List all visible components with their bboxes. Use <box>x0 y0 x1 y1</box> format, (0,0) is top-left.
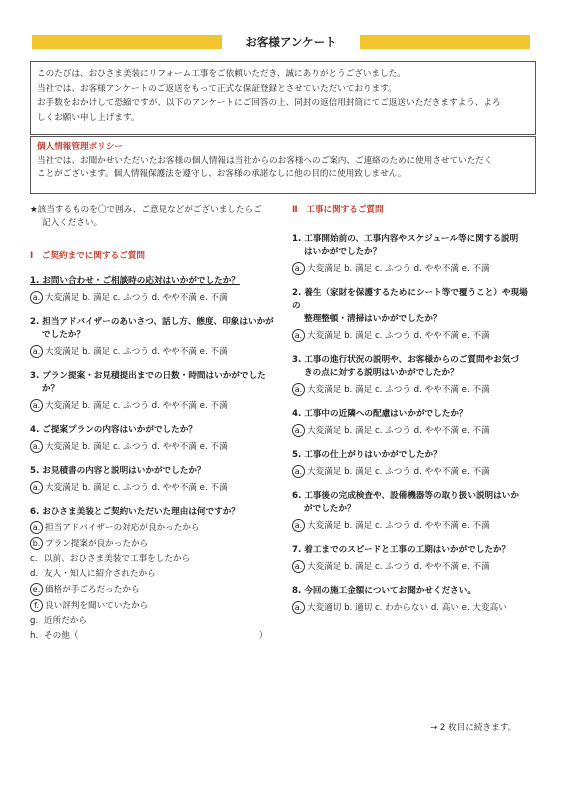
rating-option-labels[interactable]: 大変満足 b. 満足 c. ふつう d. やや不満 e. 不満 <box>307 264 490 274</box>
circled-option[interactable]: a. <box>292 560 305 573</box>
continue-note: → 2 枚目に続きます。 <box>430 723 517 733</box>
reason-label: その他（ ） <box>44 631 268 641</box>
page-title: お客様アンケート <box>245 35 337 49</box>
rating-options[interactable] <box>30 291 275 305</box>
question-text <box>30 316 275 342</box>
question-right-2 <box>292 287 532 343</box>
circled-option[interactable]: a. <box>30 521 43 534</box>
reason-label: 良い評判を聞いていたから <box>45 601 149 611</box>
option-mark[interactable]: d. <box>30 569 39 579</box>
question-text-line: 4. 工事中の近隣への配慮はいかがでしたか？ <box>292 409 468 419</box>
intro-box <box>30 61 536 135</box>
reason-label: 担当アドバイザーの対応が良かったから <box>45 523 200 533</box>
question-right-4 <box>292 408 532 438</box>
question-text-line: でしたか？ <box>42 330 85 340</box>
option-mark[interactable]: c. <box>30 554 38 564</box>
rating-options[interactable] <box>292 383 532 397</box>
question-text <box>30 370 275 396</box>
circled-option[interactable]: a. <box>292 329 305 342</box>
circled-option[interactable]: a. <box>30 481 43 494</box>
question-text-line: 3. 工事の進行状況の説明や、お客様からのご質問やお気づ <box>292 355 519 365</box>
reason-label: 以前、おひさま美装で工事をしたから <box>44 554 191 564</box>
price-option-labels[interactable]: 大変適切 b. 適切 c. わからない d. 高い e. 大変高い <box>307 603 507 613</box>
question-text <box>30 465 275 478</box>
question-left-6 <box>30 506 275 643</box>
reason-option[interactable] <box>30 521 275 535</box>
section-heading-contract: Ⅰ ご契約までに関するご質問 <box>30 251 145 261</box>
question-right-6 <box>292 490 532 533</box>
question-text-line: 6. おひさま美装とご契約いただいた理由は何ですか？ <box>30 507 240 517</box>
circled-option[interactable]: a. <box>292 262 305 275</box>
question-text <box>292 233 532 259</box>
rating-options[interactable] <box>30 345 275 359</box>
question-text <box>30 424 275 437</box>
privacy-heading: 個人情報管理ポリシー <box>37 142 123 152</box>
rating-option-labels[interactable]: 大変満足 b. 満足 c. ふつう d. やや不満 e. 不満 <box>45 401 228 411</box>
question-text-line: 3. プラン提案・お見積提出までの日数・時間はいかがでした <box>30 371 266 381</box>
circled-option[interactable]: a. <box>30 291 43 304</box>
rating-options[interactable] <box>292 519 532 533</box>
rating-options[interactable] <box>292 424 532 438</box>
circled-option[interactable]: a. <box>292 601 305 614</box>
reason-label: 近所だから <box>44 616 87 626</box>
option-mark[interactable]: g. <box>30 616 39 626</box>
question-text-line: 8. 今回の施工金額についてお聞かせください。 <box>292 586 476 596</box>
reason-option[interactable] <box>30 537 275 551</box>
reason-label: プラン提案が良かったから <box>45 539 149 549</box>
rating-option-labels[interactable]: 大変満足 b. 満足 c. ふつう d. やや不満 e. 不満 <box>307 385 490 395</box>
rating-option-labels[interactable]: 大変満足 b. 満足 c. ふつう d. やや不満 e. 不満 <box>307 426 490 436</box>
circled-option[interactable]: a. <box>292 424 305 437</box>
rating-option-labels[interactable]: 大変満足 b. 満足 c. ふつう d. やや不満 e. 不満 <box>45 347 228 357</box>
question-text <box>30 506 275 519</box>
question-text <box>30 275 275 288</box>
rating-option-labels[interactable]: 大変満足 b. 満足 c. ふつう d. やや不満 e. 不満 <box>307 562 490 572</box>
intro-line: 当社では、お客様アンケートのご返送をもって正式な保証登録とさせていただいております。 <box>37 83 397 94</box>
question-text-line: きの点に対する説明はいかがでしたか？ <box>304 368 459 378</box>
question-text <box>292 354 532 380</box>
reason-option[interactable] <box>30 553 275 566</box>
question-text-line: 5. お見積書の内容と説明はいかがでしたか？ <box>30 466 206 476</box>
rating-options[interactable] <box>30 399 275 413</box>
rating-option-labels[interactable]: 大変満足 b. 満足 c. ふつう d. やや不満 e. 不満 <box>45 293 228 303</box>
rating-option-labels[interactable]: 大変満足 b. 満足 c. ふつう d. やや不満 e. 不満 <box>307 467 490 477</box>
rating-option-labels[interactable]: 大変満足 b. 満足 c. ふつう d. やや不満 e. 不満 <box>307 521 490 531</box>
question-right-5 <box>292 449 532 479</box>
reason-option[interactable] <box>30 599 275 613</box>
right-column <box>292 204 532 626</box>
rating-option-labels[interactable]: 大変満足 b. 満足 c. ふつう d. やや不満 e. 不満 <box>45 442 228 452</box>
intro-line: このたびは、おひさま美装にリフォーム工事をご依頼いただき、誠にありがとうございました。 <box>37 69 406 79</box>
question-text-line: か？ <box>42 384 60 394</box>
section-heading-construction: Ⅱ 工事に関するご質問 <box>292 205 384 215</box>
rating-options[interactable] <box>30 440 275 454</box>
circled-option[interactable]: a. <box>292 465 305 478</box>
circled-option[interactable]: a. <box>30 440 43 453</box>
note-line: 記入ください。 <box>42 218 103 228</box>
privacy-box <box>30 136 536 194</box>
intro-line: しくお願い申し上げます。 <box>37 112 140 123</box>
reason-option[interactable] <box>30 615 275 628</box>
rating-option-labels[interactable]: 大変満足 b. 満足 c. ふつう d. やや不満 e. 不満 <box>45 483 228 493</box>
left-column <box>30 204 275 654</box>
question-text-line: 2. 担当アドバイザーのあいさつ、話し方、態度、印象はいかが <box>30 317 274 327</box>
circled-option[interactable]: f. <box>30 599 43 612</box>
price-options[interactable] <box>292 601 532 615</box>
question-left-3 <box>30 370 275 413</box>
question-text-line: 4. ご提案プランの内容はいかがでしたか？ <box>30 425 197 435</box>
question-left-2 <box>30 316 275 359</box>
circled-option[interactable]: a. <box>30 399 43 412</box>
rating-options[interactable] <box>292 329 532 343</box>
privacy-line: ことがございます。個人情報保護法を遵守し、お客様の承諾なしに他の目的に使用致しません。 <box>37 169 407 179</box>
question-text <box>292 490 532 516</box>
question-text-line: 1. お問い合わせ・ご相談時の応対はいかがでしたか？ <box>30 276 240 286</box>
circled-option[interactable]: a. <box>30 345 43 358</box>
question-left-4 <box>30 424 275 454</box>
circled-option[interactable]: a. <box>292 383 305 396</box>
rating-options[interactable] <box>292 262 532 276</box>
question-right-7 <box>292 544 532 574</box>
rating-options[interactable] <box>30 481 275 495</box>
question-right-3 <box>292 354 532 397</box>
question-text <box>292 544 532 557</box>
rating-options[interactable] <box>292 465 532 479</box>
question-text-line: がでしたか？ <box>304 504 356 514</box>
reason-option[interactable] <box>30 568 275 581</box>
question-right-8 <box>292 585 532 615</box>
title-bar-right <box>360 35 530 49</box>
rating-option-labels[interactable]: 大変満足 b. 満足 c. ふつう d. やや不満 e. 不満 <box>307 331 490 341</box>
question-left-1 <box>30 275 275 305</box>
question-text-line: はいかがでしたか？ <box>304 247 382 257</box>
question-text-line: 2. 養生（家財を保護するためにシート等で覆うこと）や現場の <box>292 288 528 311</box>
title-row <box>32 33 530 51</box>
question-text <box>292 449 532 462</box>
circled-option[interactable]: e. <box>30 583 43 596</box>
reason-option[interactable] <box>30 630 275 643</box>
question-text-line: 整理整頓・清掃はいかがでしたか？ <box>304 314 442 324</box>
option-mark[interactable]: h. <box>30 631 39 641</box>
question-right-1 <box>292 233 532 276</box>
question-text <box>292 408 532 421</box>
reason-label: 価格が手ごろだったから <box>45 585 140 595</box>
intro-line: お手数をおかけして恐縮ですが、以下のアンケートにご回答の上、同封の返信用封筒にてご返送いただきますよう、よろ <box>37 98 501 108</box>
rating-options[interactable] <box>292 560 532 574</box>
instruction-note <box>30 204 275 230</box>
circled-option[interactable]: a. <box>292 519 305 532</box>
title-bar-left <box>32 35 222 49</box>
reason-option[interactable] <box>30 583 275 597</box>
question-text <box>292 585 532 598</box>
question-text-line: 7. 着工までのスピードと工事の工期はいかがでしたか？ <box>292 545 511 555</box>
question-text-line: 1. 工事開始前の、工事内容やスケジュール等に関する説明 <box>292 234 519 244</box>
circled-option[interactable]: b. <box>30 537 43 550</box>
privacy-line: 当社では、お聞かせいただいたお客様の個人情報は当社からのお客様へのご案内、ご連絡のために使用させていただく <box>37 155 493 166</box>
note-line: ★該当するものを〇で囲み、ご意見などがございましたらご <box>30 205 262 215</box>
reason-label: 友人・知人に紹介されたから <box>44 569 156 579</box>
question-text <box>292 287 532 326</box>
question-text-line: 6. 工事後の完成検査や、設備機器等の取り扱い説明はいか <box>292 491 519 501</box>
question-text-line: 5. 工事の仕上がりはいかがでしたか？ <box>292 450 442 460</box>
question-left-5 <box>30 465 275 495</box>
